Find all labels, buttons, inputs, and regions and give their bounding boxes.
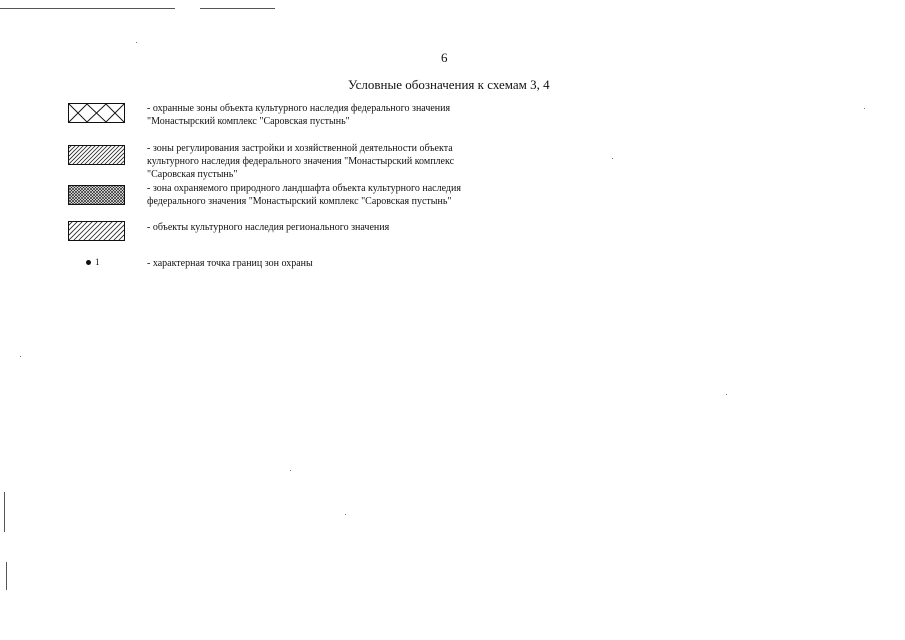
legend-item-development-regulation-zone (147, 142, 454, 181)
legend-text-line: - характерная точка границ зон охраны (147, 258, 313, 269)
legend-item-federal-protection-zone (147, 102, 450, 128)
legend-text-line: - зоны регулирования застройки и хозяйственной деятельности объекта (147, 143, 453, 154)
legend-item-natural-landscape-zone (147, 182, 461, 208)
legend-text-line: - зона охраняемого природного ландшафта объекта культурного наследия (147, 183, 461, 194)
scan-speck (20, 356, 21, 357)
cross-hatch-icon (68, 103, 125, 123)
legend-item-boundary-point (147, 257, 313, 270)
legend-text-line: культурного наследия федерального значения "Монастырский комплекс (147, 156, 455, 167)
scan-artifact-line (4, 492, 5, 532)
legend-text-line: "Монастырский комплекс "Саровская пустынь" (147, 116, 350, 127)
scan-artifact-line (0, 8, 175, 9)
legend-text-line: федерального значения "Монастырский комплекс "Саровская пустынь" (147, 196, 452, 207)
diagonal-hatch-icon (68, 145, 125, 165)
scan-speck (136, 42, 137, 43)
legend-title: Условные обозначения к схемам 3, 4 (348, 77, 550, 92)
crosshatch-dense-icon (68, 185, 125, 205)
legend-item-regional-heritage-objects (147, 221, 389, 234)
point-dot-icon (86, 260, 91, 265)
scan-speck (290, 470, 291, 471)
scan-artifact-line (200, 8, 275, 9)
wide-diagonal-hatch-icon (68, 221, 125, 241)
scan-speck (864, 108, 865, 109)
scan-speck (345, 514, 346, 515)
scan-artifact-line (6, 562, 7, 590)
scan-speck (726, 394, 727, 395)
scan-speck (612, 158, 613, 159)
legend-text-line: "Саровская пустынь" (147, 169, 238, 180)
legend-text-line: - объекты культурного наследия регионального значения (147, 222, 390, 233)
point-number-label: 1 (95, 257, 100, 267)
boundary-point-symbol (86, 257, 100, 267)
page-number: 6 (441, 50, 448, 65)
legend-text-line: - охранные зоны объекта культурного наследия федерального значения (147, 103, 451, 114)
